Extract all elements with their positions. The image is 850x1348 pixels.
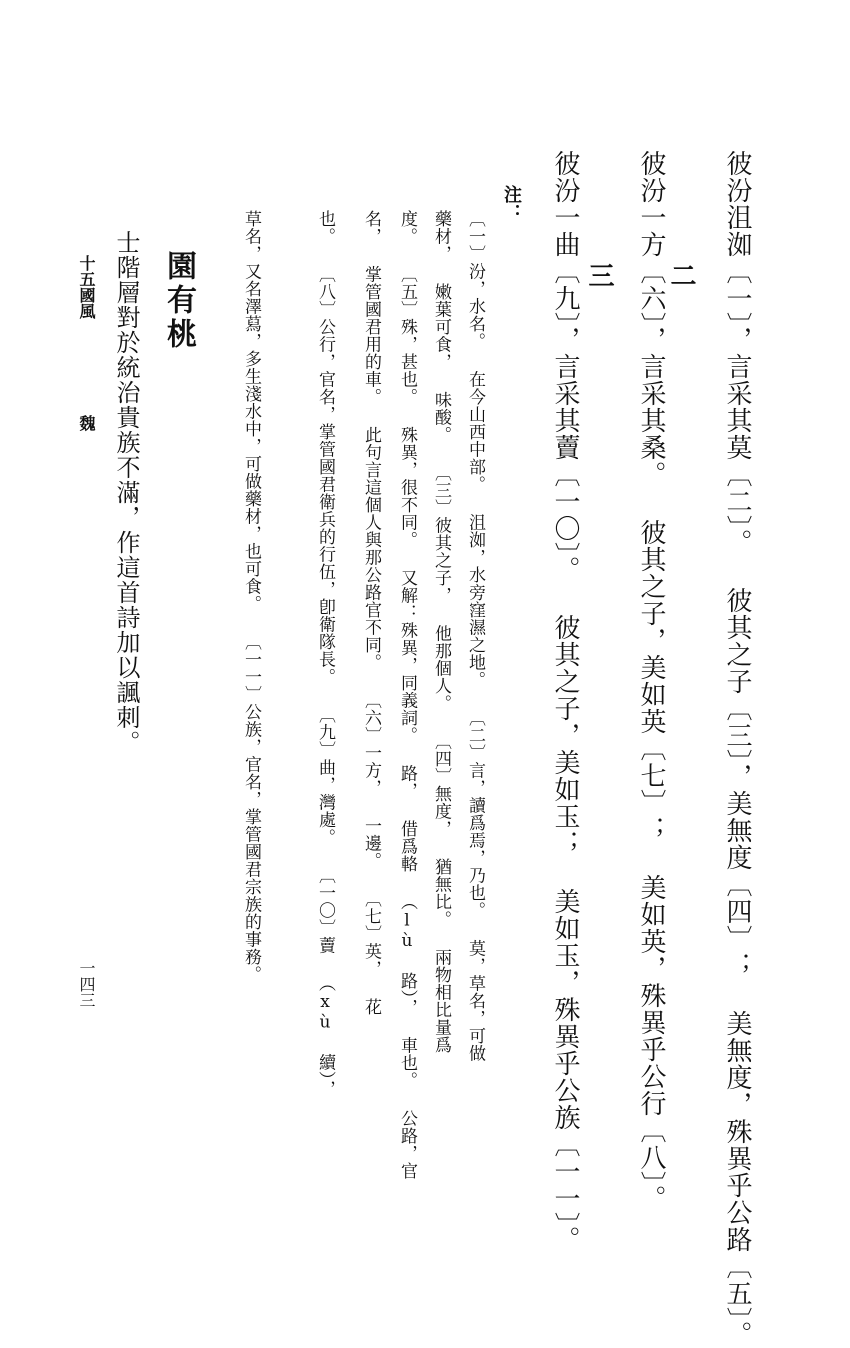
note-line: 名， 掌管國君用的車。 此句言這個人與那公路官不同。 〔六〕一方， 一邊。 〔七〕英， 花 xyxy=(361,210,381,1016)
stanza-3-line: 彼汾一曲〔九〕，言采其藚〔一〇〕。 彼其之子，美如玉； 美如玉，殊異乎公族〔一一〕。 xyxy=(550,150,580,1253)
stanza-3-number: 三 xyxy=(584,262,614,288)
notes-label: 注： xyxy=(501,185,522,222)
poem-intro: 士階層對於統治貴族不滿，作這首詩加以諷刺。 xyxy=(112,230,140,755)
poem-title: 園有桃 xyxy=(161,250,196,352)
note-line: 藥材， 嫩葉可食， 味酸。 〔三〕彼其之子， 他那個人。 〔四〕無度， 猶無比。 兩物相比量爲 xyxy=(431,210,451,1054)
stanza-2-number: 二 xyxy=(666,262,696,288)
stanza-1-line: 彼汾沮洳〔一〕，言采其莫〔二〕。 彼其之子〔三〕，美無度〔四〕； 美無度，殊異乎公路〔五〕。 xyxy=(722,150,752,1348)
note-line: 〔一〕汾，水名。 在今山西中部。 沮洳，水旁窪濕之地。 〔二〕言，讀爲焉，乃也。 莫，草名，可做 xyxy=(465,210,485,1062)
note-line: 草名，又名澤蕮，多生淺水中，可做藥材，也可食。 〔一一〕公族，官名，掌管國君宗族的事務。 xyxy=(241,210,261,983)
running-header-section: 十五國風 xyxy=(77,255,96,319)
note-line: 也。 〔八〕公行，官名，掌管國君衛兵的行伍，卽衛隊長。 〔九〕曲，灣處。 〔一〇〕藚 （xù 續）， xyxy=(315,210,335,1098)
running-header-state: 魏 xyxy=(77,415,96,431)
stanza-2-line: 彼汾一方〔六〕，言采其桑。 彼其之子，美如英〔七〕； 美如英，殊異乎公行〔八〕。 xyxy=(636,150,666,1212)
note-line: 度。 〔五〕殊，甚也。 殊異，很不同。 又解：殊異，同義詞。 路， 借爲輅 （lù 路）， 車也。 公路，官 xyxy=(397,210,417,1180)
page-number: 一四三 xyxy=(77,960,96,1008)
